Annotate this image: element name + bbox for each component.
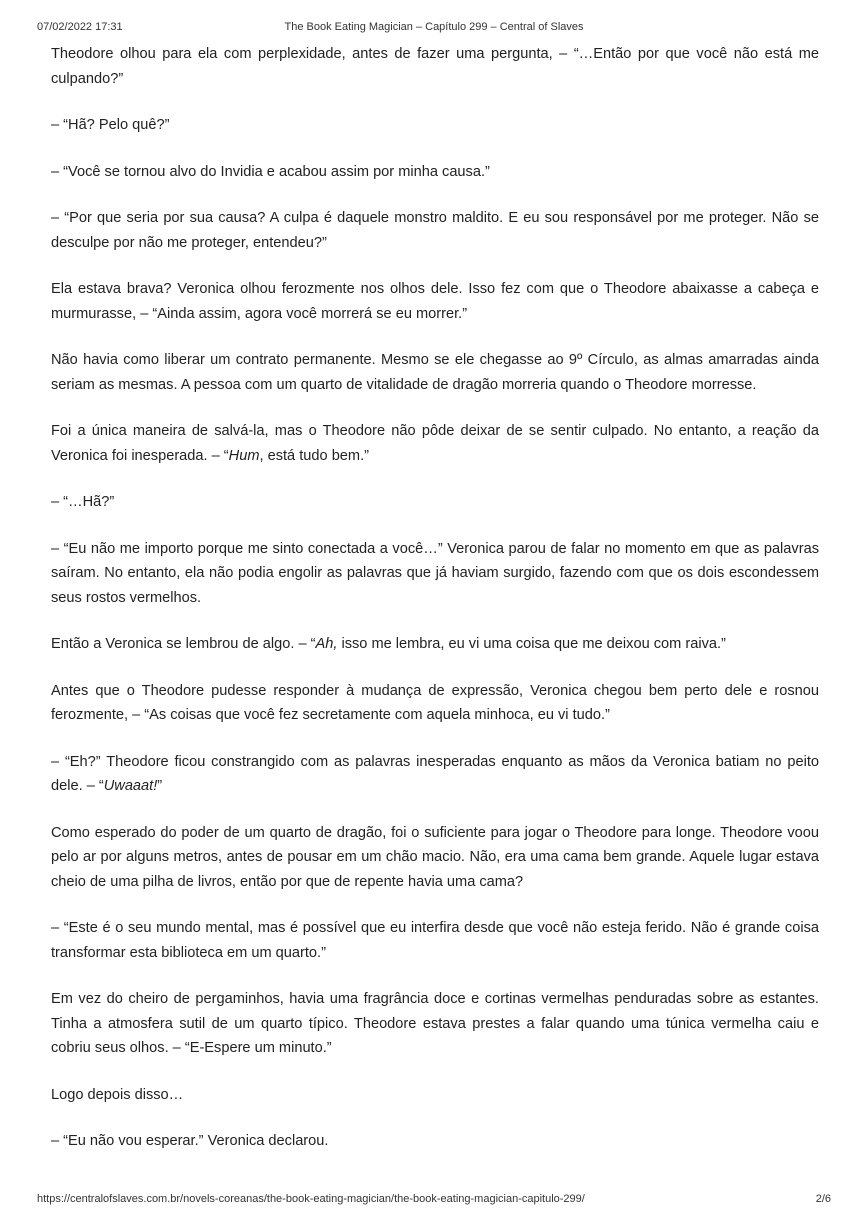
paragraph <box>51 750 819 799</box>
paragraph-text: ” <box>157 778 163 794</box>
paragraph: – “Por que seria por sua causa? A culpa é daquele monstro maldito. E eu sou responsável por me proteger. Não se desculpe por não me proteger, entendeu?” <box>51 210 819 251</box>
paragraph: – “Este é o seu mundo mental, mas é possível que eu interfira desde que você não esteja ferido. Não é grande coisa transformar esta biblioteca em um quarto.” <box>51 920 819 961</box>
paragraph-text: Foi a única maneira de salvá-la, mas o Theodore não pôde deixar de se sentir culpado. No entanto, a reação da Veronica foi inesperada. – “ <box>51 423 819 464</box>
page-url: https://centralofslaves.com.br/novels-coreanas/the-book-eating-magician/the-book-eating-magician-capitulo-299/ <box>37 1193 585 1205</box>
print-datetime: 07/02/2022 17:31 <box>37 21 123 33</box>
paragraph: Antes que o Theodore pudesse responder à mudança de expressão, Veronica chegou bem perto dele e rosnou ferozmente, – “As coisas que você fez secretamente com aquela minhoca, eu vi tudo.” <box>51 682 819 723</box>
paragraph <box>51 632 819 657</box>
paragraph: Theodore olhou para ela com perplexidade, antes de fazer uma pergunta, – “…Então por que você não está me culpando?” <box>51 46 819 87</box>
paragraph: Logo depois disso… <box>51 1086 184 1103</box>
emphasis-text: Hum <box>228 447 260 464</box>
page-number: 2/6 <box>815 1193 831 1205</box>
paragraph-text: isso me lembra, eu vi uma coisa que me deixou com raiva.” <box>337 636 726 652</box>
print-footer <box>37 1193 831 1207</box>
paragraph: – “Eu não vou esperar.” Veronica declarou. <box>51 1133 329 1149</box>
print-header <box>37 21 831 35</box>
paragraph: Como esperado do poder de um quarto de dragão, foi o suficiente para jogar o Theodore para longe. Theodore voou pelo ar por alguns metros, antes de pousar em um chão macio. Não, era uma cama bem grande. Aquele lugar estava cheio de uma pilha de livros, então por que de repente havia uma cama? <box>51 824 819 890</box>
emphasis-text: Uwaaat! <box>103 778 158 794</box>
paragraph: – “Eu não me importo porque me sinto conectada a você…” Veronica parou de falar no momento em que as palavras saíram. No entanto, ela não podia engolir as palavras que já haviam surgido, fazendo com que os dois escondessem seus rostos vermelhos. <box>51 540 819 606</box>
paragraph-text: – “Eh?” Theodore ficou constrangido com as palavras inesperadas enquanto as mãos da Veronica batiam no peito dele. – “ <box>51 753 819 794</box>
paragraph: Ela estava brava? Veronica olhou ferozmente nos olhos dele. Isso fez com que o Theodore abaixasse a cabeça e murmurasse, – “Ainda assim, agora você morrerá se eu morrer.” <box>51 281 819 322</box>
emphasis-text: Ah, <box>315 636 338 652</box>
paragraph: – “Hã? Pelo quê?” <box>51 117 170 133</box>
chapter-content <box>51 42 819 1176</box>
paragraph: – “…Hã?” <box>51 494 115 510</box>
paragraph-text: Então a Veronica se lembrou de algo. – “ <box>51 636 316 652</box>
paragraph: Não havia como liberar um contrato permanente. Mesmo se ele chegasse ao 9º Círculo, as almas amarradas ainda seriam as mesmas. A pessoa com um quarto de vitalidade de dragão morreria quando o Theodore morresse. <box>51 352 819 393</box>
paragraph: Em vez do cheiro de pergaminhos, havia uma fragrância doce e cortinas vermelhas penduradas sobre as estantes. Tinha a atmosfera sutil de um quarto típico. Theodore estava prestes a falar quando uma túnica vermelha caiu e cobriu seus olhos. – “E-Espere um minuto.” <box>51 991 819 1056</box>
paragraph: – “Você se tornou alvo do Invidia e acabou assim por minha causa.” <box>51 163 490 180</box>
print-title: The Book Eating Magician – Capítulo 299 – Central of Slaves <box>284 21 584 33</box>
paragraph-text: , está tudo bem.” <box>259 447 369 464</box>
paragraph <box>51 419 819 468</box>
